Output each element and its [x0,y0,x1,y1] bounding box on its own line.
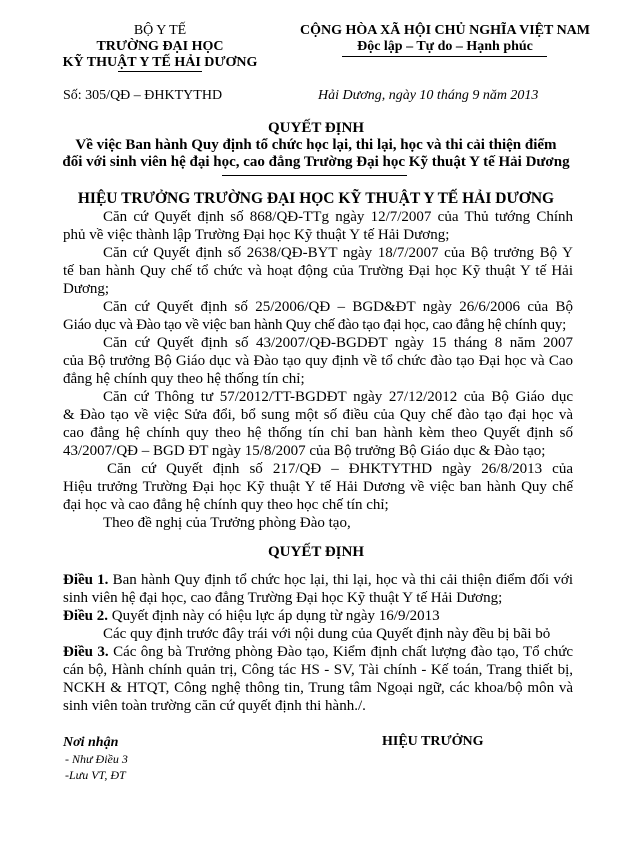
preamble-5-line-4: 43/2007/QĐ – BGD ĐT ngày 15/8/2007 của Bộ trưởng Bộ Giáo dục & Đào tạo; [63,443,546,459]
decision-heading: QUYẾT ĐỊNH [268,544,364,560]
article-2-line-1 [63,609,440,624]
article-3-line-1 [63,645,573,660]
article-2-label: Điều 2. [63,608,108,624]
motto-underline [342,56,547,57]
signer-title: HIỆU TRƯỞNG [382,734,484,749]
recipients-label: Nơi nhận [63,735,119,750]
ministry-name: BỘ Y TẾ [133,23,187,38]
article-1-text: Ban hành Quy định tổ chức học lại, thi lại, học và thi cải thiện điểm đối với [108,572,574,588]
article-3-line-4: sinh viên toàn trường căn cứ quyết định thi hành./. [63,698,366,714]
preamble-6-line-2: Hiệu trưởng Trường Đại học Kỹ thuật Y tế Hải Dương về việc ban hành Quy chế [63,479,573,495]
preamble-1-line-1: Căn cứ Quyết định số 868/QĐ-TTg ngày 12/7/2007 của Thủ tướng Chính [103,209,573,225]
school-name-line2: KỸ THUẬT Y TẾ HẢI DƯƠNG [62,55,258,70]
article-2-line-2: Các quy định trước đây trái với nội dung của Quyết định này đều bị bãi bỏ [103,626,551,642]
issuing-authority: HIỆU TRƯỞNG TRƯỜNG ĐẠI HỌC KỸ THUẬT Y TẾ HẢI DƯƠNG [77,190,555,207]
article-3-line-2: cán bộ, Hành chính quản trị, Công tác HS - SV, Tài chính - Kế toán, Trang thiết bị, [63,662,573,678]
preamble-2-line-3: Dương; [63,281,110,297]
article-1-label: Điều 1. [63,572,109,588]
preamble-6-line-3: đại học và cao đẳng hệ chính quy theo học chế tín chỉ; [63,497,389,513]
preamble-7: Theo đề nghị của Trưởng phòng Đào tạo, [103,515,351,531]
article-3-text: Các ông bà Trưởng phòng Đào tạo, Kiểm định chất lượng đào tạo, Tổ chức [108,644,573,660]
preamble-1-line-2: phủ về việc thành lập Trường Đại học Kỹ thuật Y tế Hải Dương; [63,227,450,243]
article-2-text: Quyết định này có hiệu lực áp dụng từ ngày 16/9/2013 [108,608,440,624]
national-motto: Độc lập – Tự do – Hạnh phúc [357,39,533,54]
subject-line-1: Về việc Ban hành Quy định tổ chức học lại, thi lại, học và thi cải thiện điểm [75,137,557,153]
preamble-5-line-1: Căn cứ Thông tư 57/2012/TT-BGDĐT ngày 27/12/2012 của Bộ Giáo dục [103,389,573,405]
article-3-line-3: NCKH & HTQT, Công nghệ thông tin, Trung tâm Ngoại ngữ, các khoa/bộ môn và [63,680,573,696]
school-underline [118,71,202,72]
article-1-line-1 [63,573,573,588]
article-1-line-2: sinh viên hệ đại học, cao đẳng Trường Đại học Kỹ thuật Y tế Hải Dương; [63,590,503,606]
preamble-2-line-1: Căn cứ Quyết định số 2638/QĐ-BYT ngày 18/7/2007 của Bộ trưởng Bộ Y [103,245,573,261]
place-and-date: Hải Dương, ngày 10 tháng 9 năm 2013 [318,88,539,103]
country-name: CỘNG HÒA XÃ HỘI CHỦ NGHĨA VIỆT NAM [299,23,590,38]
preamble-3-line-2: Giáo dục và Đào tạo về việc ban hành Quy chế đào tạo đại học, cao đẳng hệ chính quy; [63,317,566,333]
document-number: Số: 305/QĐ – ĐHKTYTHD [63,88,223,103]
preamble-5-line-3: cao đẳng hệ chính quy theo hệ thống tín chỉ ban hành kèm theo Quyết định số [63,425,573,441]
preamble-3-line-1: Căn cứ Quyết định số 25/2006/QĐ – BGD&ĐT ngày 26/6/2006 của Bộ [103,299,573,315]
recipient-2: -Lưu VT, ĐT [65,768,126,782]
preamble-4-line-1: Căn cứ Quyết định số 43/2007/QĐ-BGDĐT ngày 15 tháng 8 năm 2007 [103,335,573,351]
preamble-4-line-2: của Bộ trưởng Bộ Giáo dục và Đào tạo quy định về tổ chức đào tạo Đại học và Cao [63,353,573,369]
article-3-label: Điều 3. [63,644,109,660]
recipient-1: - Như Điều 3 [65,752,128,766]
preamble-2-line-2: tế ban hành Quy chế tổ chức và hoạt động của Trường Đại học Kỹ thuật Y tế Hải [63,263,573,279]
subject-line-2: đối với sinh viên hệ đại học, cao đẳng Trường Đại học Kỹ thuật Y tế Hải Dương [62,154,570,170]
school-name-line1: TRƯỜNG ĐẠI HỌC [96,39,224,54]
preamble-5-line-2: & Đào tạo về việc Sửa đổi, bổ sung một số điều của Quy chế đào tạo đại học và [63,407,573,423]
preamble-6-line-1: Căn cứ Quyết định số 217/QĐ – ĐHKTYTHD ngày 26/8/2013 của [107,461,573,477]
preamble-4-line-3: đẳng hệ chính quy theo hệ thống tín chỉ; [63,371,305,387]
document-title: QUYẾT ĐỊNH [268,120,364,136]
title-underline [222,175,407,176]
